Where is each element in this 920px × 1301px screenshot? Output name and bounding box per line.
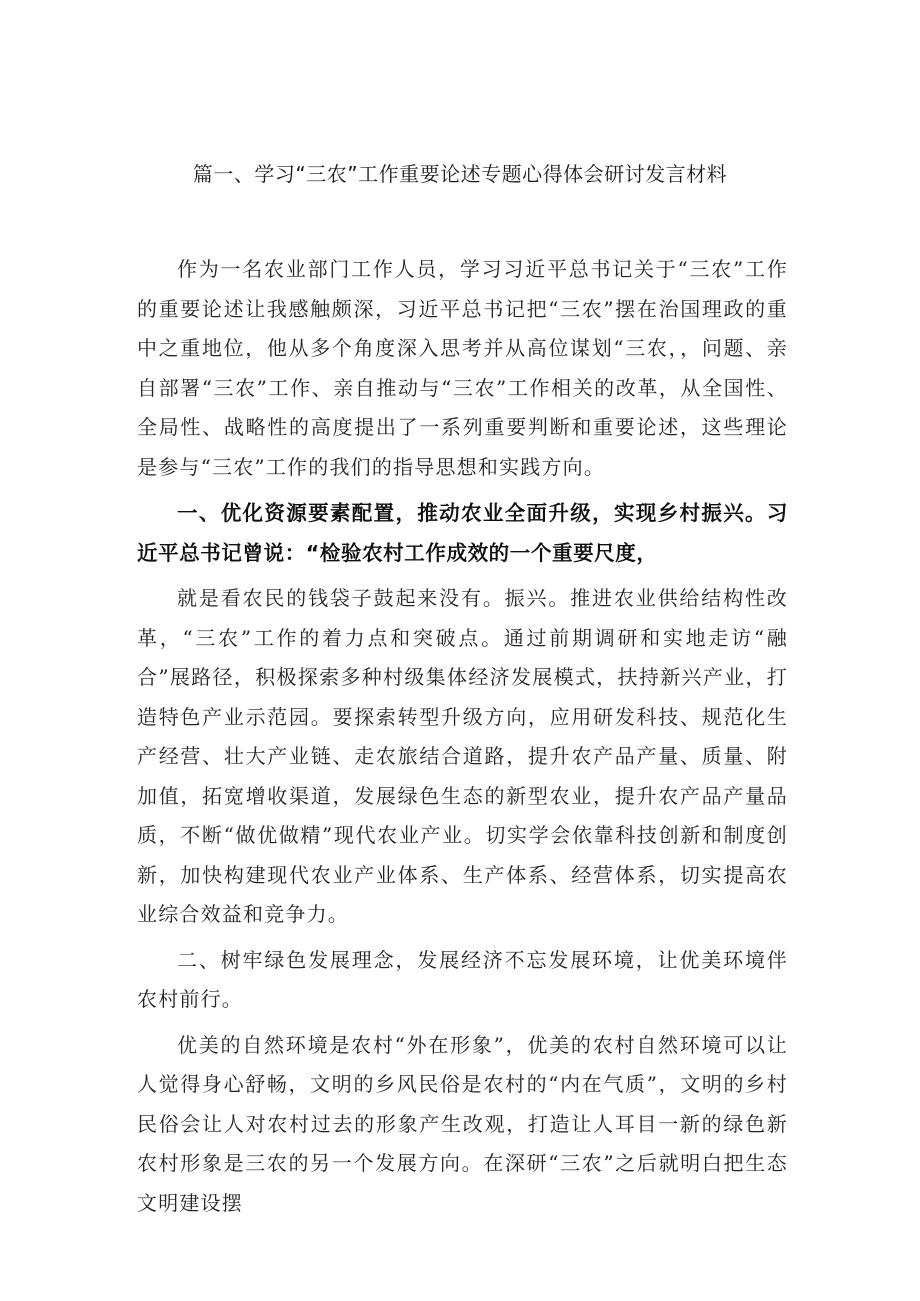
paragraph-section-two-heading: 二、树牢绿色发展理念，发展经济不忘发展环境，让优美环境伴农村前行。 <box>137 947 788 1011</box>
document-title: 篇一、学习“三农”工作重要论述专题心得体会研讨发言材料 <box>192 162 728 186</box>
document-body <box>137 250 788 1223</box>
paragraph-section-one-body: 就是看农民的钱袋子鼓起来没有。振兴。推进农业供给结构性改革，“三农”工作的着力点和突破点。通过前期调研和实地走访“融合”展路径，积极探索多种村级集体经济发展模式，扶持新兴产业，打造特色产业示范园。要探索转型升级方向，应用研发科技、规范化生产经营、壮大产业链、走农旅结合道路，提升农产品产量、质量、附加值，拓宽增收渠道，发展绿色生态的新型农业，提升农产品产量品质，不断“做优做精”现代农业产业。切实学会依靠科技创新和制度创新，加快构建现代农业产业体系、生产体系、经营体系，切实提高农业综合效益和竞争力。 <box>137 586 788 926</box>
paragraph-intro: 作为一名农业部门工作人员，学习习近平总书记关于“三农”工作的重要论述让我感触颇深，习近平总书记把“三农”摆在治国理政的重中之重地位，他从多个角度深入思考并从高位谋划“三农，，问题、亲自部署“三农”工作、亲自推动与“三农”工作相关的改革，从全国性、全局性、战略性的高度提出了一系列重要判断和重要论述，这些理论是参与“三农”工作的我们的指导思想和实践方向。 <box>137 257 788 479</box>
paragraph-section-one-heading: 一、优化资源要素配置，推动农业全面升级，实现乡村振兴。习近平总书记曾说：“检验农村工作成效的一个重要尺度， <box>137 501 788 565</box>
paragraph-section-two-body: 优美的自然环境是农村“外在形象”，优美的农村自然环境可以让人觉得身心舒畅，文明的乡风民俗是农村的“内在气质”，文明的乡村民俗会让人对农村过去的形象产生改观，打造让人耳目一新的绿色新农村形象是三农的另一个发展方向。在深研“三农”之后就明白把生态文明建设摆 <box>137 1032 788 1215</box>
